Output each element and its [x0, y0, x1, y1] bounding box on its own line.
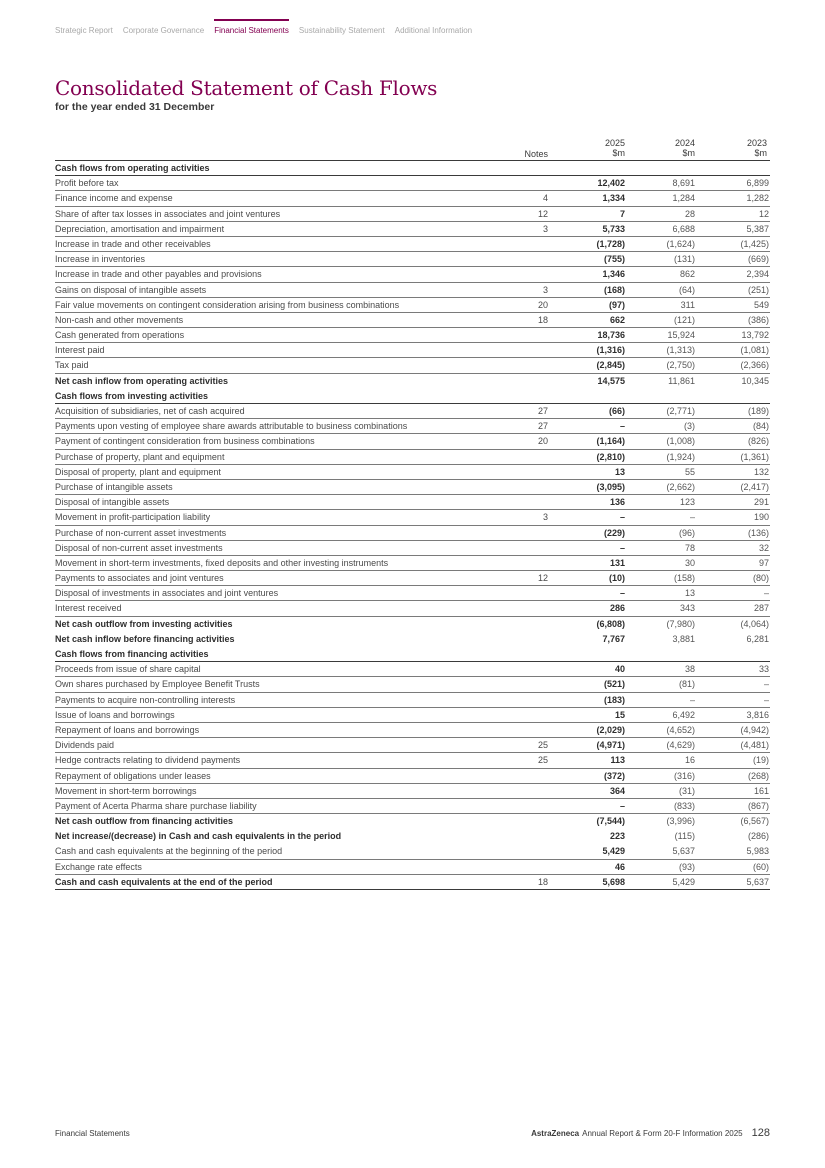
value-2025: 131: [609, 557, 625, 568]
value-2025: (7,544): [596, 816, 625, 827]
table-row: [55, 328, 770, 343]
table-row: [55, 799, 770, 814]
value-2023: 13,792: [741, 330, 769, 341]
value-2025: 7: [619, 208, 625, 219]
value-2024: (833): [673, 800, 695, 811]
value-2025: 113: [610, 755, 625, 766]
value-2024: 6,688: [672, 223, 695, 234]
value-2023: (251): [747, 284, 769, 295]
value-2024: (4,652): [666, 724, 695, 735]
table-row: [55, 222, 770, 237]
table-row: [55, 465, 770, 480]
value-2025: –: [619, 800, 625, 811]
value-2025: 5,429: [602, 846, 625, 857]
value-2024: (3,996): [666, 816, 695, 827]
value-2025: 5,698: [602, 876, 625, 887]
value-2025: (168): [603, 284, 625, 295]
row-label: Cash generated from operations: [55, 330, 185, 341]
row-notes: 27: [537, 421, 548, 432]
value-2023: (84): [752, 421, 769, 432]
value-2023: (2,417): [740, 481, 769, 492]
row-notes: 25: [537, 755, 548, 766]
value-2023: (2,366): [740, 360, 769, 371]
total-row: [55, 814, 770, 829]
table-row: [55, 844, 770, 859]
row-notes: 20: [537, 436, 548, 447]
row-label: Profit before tax: [55, 178, 119, 189]
value-2024: 5,429: [672, 876, 695, 887]
row-label: Disposal of non-current asset investments: [55, 542, 223, 553]
table-header: [55, 138, 770, 161]
total-row: [55, 617, 770, 632]
row-notes: 20: [537, 299, 548, 310]
value-2024: –: [689, 512, 695, 523]
value-2025: –: [619, 421, 625, 432]
row-label: Purchase of property, plant and equipment: [55, 451, 225, 462]
value-2025: (2,845): [596, 360, 625, 371]
value-2025: (183): [603, 694, 625, 705]
table-row: [55, 693, 770, 708]
value-2023: 190: [753, 512, 769, 523]
table-row: [55, 252, 770, 267]
row-label: Exchange rate effects: [55, 861, 142, 872]
table-row: [55, 556, 770, 571]
value-2023: 287: [753, 603, 769, 614]
table-row: [55, 434, 770, 449]
value-2023: (136): [747, 527, 769, 538]
row-notes: 3: [542, 284, 548, 295]
value-2025: –: [619, 512, 625, 523]
row-label: Depreciation, amortisation and impairment: [55, 223, 225, 234]
row-label: Own shares purchased by Employee Benefit Trusts: [55, 679, 260, 690]
value-2024: 78: [684, 542, 695, 553]
value-2023: –: [763, 588, 769, 599]
row-label: Cash flows from financing activities: [55, 649, 209, 659]
value-2024: (96): [678, 527, 695, 538]
row-label: Non-cash and other movements: [55, 314, 184, 325]
footer-publication: [531, 1127, 770, 1139]
table-row: [55, 510, 770, 525]
value-2024: (2,662): [666, 481, 695, 492]
page-title: Consolidated Statement of Cash Flows: [55, 76, 438, 100]
value-2023: (189): [747, 406, 769, 416]
table-row: [55, 677, 770, 692]
value-2024: 15,924: [667, 330, 695, 341]
table-row: [55, 176, 770, 191]
value-2023: 291: [753, 497, 769, 508]
total-row: [55, 632, 770, 647]
value-2024: 343: [679, 603, 695, 614]
value-2024: (131): [673, 254, 695, 265]
value-2025: –: [619, 542, 625, 553]
footer-publication-title: Annual Report & Form 20-F Information 2025: [582, 1129, 743, 1138]
row-label: Net cash outflow from financing activities: [55, 816, 234, 827]
value-2025: (6,808): [596, 618, 625, 629]
value-2025: (3,095): [596, 481, 625, 492]
value-2025: 136: [609, 497, 625, 508]
row-label: Cash and cash equivalents at the end of the period: [55, 876, 273, 887]
table-row: [55, 480, 770, 495]
row-label: Movement in short-term borrowings: [55, 785, 197, 796]
value-2024: (2,750): [666, 360, 695, 371]
value-2023: (6,567): [740, 816, 769, 827]
total-row: [55, 374, 770, 389]
row-notes: 12: [537, 573, 548, 584]
row-label: Movement in profit-participation liability: [55, 512, 211, 523]
table-row: [55, 450, 770, 465]
value-2025: (372): [603, 770, 625, 781]
value-2023: 97: [758, 557, 769, 568]
value-2025: 223: [609, 831, 625, 842]
row-notes: 25: [537, 740, 548, 751]
value-2024: 11,861: [668, 375, 695, 386]
value-2025: (1,164): [596, 436, 625, 447]
row-label: Payments to acquire non-controlling interests: [55, 694, 236, 705]
value-2024: (121): [673, 314, 695, 325]
value-2023: 5,637: [746, 876, 769, 887]
row-label: Payments upon vesting of employee share awards attributable to business combinations: [55, 421, 408, 432]
value-2023: (4,481): [740, 740, 769, 751]
total-row: [55, 829, 770, 844]
value-2025: 15: [614, 709, 625, 720]
row-notes: 18: [537, 314, 548, 325]
row-notes: 27: [537, 406, 548, 416]
value-2024: 3,881: [672, 633, 695, 644]
value-2023: 5,983: [746, 846, 769, 857]
value-2025: (755): [603, 254, 625, 265]
value-2023: 5,387: [746, 223, 769, 234]
nav-tab-corporate-governance[interactable]: Corporate Governance: [122, 26, 205, 35]
value-2025: (97): [608, 299, 625, 310]
row-label: Cash flows from operating activities: [55, 163, 210, 173]
nav-tab-strategic-report[interactable]: Strategic Report: [55, 26, 113, 35]
row-label: Purchase of intangible assets: [55, 481, 173, 492]
value-2024: (81): [678, 679, 695, 690]
value-2023: 6,899: [746, 178, 769, 189]
row-notes: 3: [542, 223, 548, 234]
value-2025: (229): [603, 527, 625, 538]
row-label: Disposal of investments in associates and joint ventures: [55, 588, 279, 599]
table-row: [55, 526, 770, 541]
value-2024: 28: [684, 208, 695, 219]
row-label: Net increase/(decrease) in Cash and cash equivalents in the period: [55, 831, 342, 842]
row-label: Repayment of obligations under leases: [55, 770, 211, 781]
table-row: [55, 191, 770, 206]
row-notes: 3: [542, 512, 548, 523]
value-2024: 5,637: [672, 846, 695, 857]
value-2024: 311: [680, 299, 695, 310]
value-2024: 13: [684, 588, 695, 599]
value-2023: (60): [752, 861, 769, 872]
value-2024: (1,313): [666, 345, 695, 356]
table-row: [55, 404, 770, 419]
value-2023: (80): [752, 573, 769, 584]
value-2023: (4,064): [740, 618, 769, 629]
value-2024: (1,008): [666, 436, 695, 447]
row-label: Repayment of loans and borrowings: [55, 724, 200, 735]
value-2023: 1,282: [746, 193, 769, 204]
value-2024: 6,492: [672, 709, 695, 720]
row-label: Gains on disposal of intangible assets: [55, 284, 207, 295]
value-2024: –: [689, 694, 695, 705]
row-label: Purchase of non-current asset investments: [55, 527, 227, 538]
value-2023: (1,425): [740, 238, 769, 249]
footer-brand: AstraZeneca: [531, 1129, 580, 1138]
value-2025: (2,029): [596, 724, 625, 735]
value-2025: 13: [614, 466, 625, 477]
row-notes: 4: [542, 193, 548, 204]
value-2024: 30: [684, 557, 695, 568]
row-label: Disposal of property, plant and equipment: [55, 466, 221, 477]
value-2024: (158): [673, 573, 695, 584]
value-2025: 5,733: [602, 223, 625, 234]
value-2025: 1,346: [602, 269, 625, 280]
value-2025: (4,971): [596, 740, 625, 751]
value-2023: 132: [753, 466, 769, 477]
value-2023: 32: [758, 542, 769, 553]
column-header-notes: Notes: [524, 149, 548, 159]
table-row: [55, 237, 770, 252]
value-2025: –: [619, 588, 625, 599]
value-2024: 55: [684, 466, 695, 477]
row-notes: 18: [537, 876, 548, 887]
value-2024: (316): [673, 770, 695, 781]
value-2025: (1,316): [596, 345, 625, 356]
table-row: [55, 769, 770, 784]
table-row: [55, 541, 770, 556]
row-label: Acquisition of subsidiaries, net of cash acquired: [55, 406, 245, 416]
row-label: Fair value movements on contingent consideration arising from business combinations: [55, 299, 400, 310]
row-label: Increase in trade and other receivables: [55, 238, 211, 249]
value-2024: (7,980): [666, 618, 695, 629]
table-row: [55, 207, 770, 222]
footer-section-label: Financial Statements: [55, 1129, 130, 1138]
total-row: [55, 875, 770, 890]
row-label: Interest received: [55, 603, 122, 614]
table-row: [55, 586, 770, 601]
table-row: [55, 495, 770, 510]
cash-flow-table: [55, 138, 770, 890]
value-2025: 18,736: [597, 330, 625, 341]
table-row: [55, 267, 770, 282]
value-2024: (115): [674, 831, 695, 842]
value-2025: 40: [614, 664, 625, 675]
table-row: [55, 662, 770, 677]
table-row: [55, 298, 770, 313]
section-heading-row: [55, 647, 770, 662]
column-header-2024: 2024 $m: [674, 138, 695, 158]
row-label: Finance income and expense: [55, 193, 173, 204]
table-row: [55, 708, 770, 723]
row-label: Increase in trade and other payables and provisions: [55, 269, 262, 280]
value-2025: (66): [608, 406, 625, 416]
value-2024: 123: [679, 497, 695, 508]
value-2025: 14,575: [597, 375, 625, 386]
value-2025: 46: [614, 861, 625, 872]
table-row: [55, 343, 770, 358]
value-2024: (64): [678, 284, 695, 295]
table-row: [55, 784, 770, 799]
value-2023: (669): [747, 254, 769, 265]
value-2025: 662: [609, 314, 625, 325]
section-heading-row: [55, 389, 770, 404]
value-2024: (93): [678, 861, 695, 872]
row-label: Issue of loans and borrowings: [55, 709, 175, 720]
value-2025: 364: [609, 785, 625, 796]
table-row: [55, 601, 770, 616]
row-label: Net cash outflow from investing activities: [55, 618, 233, 629]
value-2023: 33: [758, 664, 769, 675]
nav-tab-additional-information[interactable]: Additional Information: [394, 26, 473, 35]
value-2023: 3,816: [746, 709, 769, 720]
row-label: Hedge contracts relating to dividend payments: [55, 755, 241, 766]
value-2025: 286: [609, 603, 625, 614]
value-2023: 161: [753, 785, 769, 796]
value-2023: (4,942): [740, 724, 769, 735]
value-2024: 16: [684, 755, 695, 766]
value-2023: –: [763, 679, 769, 690]
value-2023: (286): [747, 831, 769, 842]
value-2023: –: [763, 694, 769, 705]
value-2023: 2,394: [746, 269, 769, 280]
column-header-2023: 2023 $m: [746, 138, 767, 158]
section-nav: [55, 19, 472, 35]
row-label: Tax paid: [55, 360, 89, 371]
value-2023: (867): [747, 800, 769, 811]
value-2024: (1,624): [666, 238, 695, 249]
value-2024: 8,691: [672, 178, 695, 189]
row-label: Cash and cash equivalents at the beginning of the period: [55, 846, 283, 857]
value-2025: (2,810): [596, 451, 625, 462]
table-row: [55, 313, 770, 328]
table-row: [55, 860, 770, 875]
column-header-2025: 2025 $m: [604, 138, 625, 158]
table-row: [55, 419, 770, 434]
row-label: Payment of Acerta Pharma share purchase liability: [55, 800, 257, 811]
value-2025: 12,402: [597, 178, 625, 189]
value-2023: 6,281: [746, 633, 769, 644]
value-2023: (1,361): [740, 451, 769, 462]
value-2024: 862: [679, 269, 695, 280]
value-2023: (268): [747, 770, 769, 781]
table-row: [55, 571, 770, 586]
row-label: Interest paid: [55, 345, 105, 356]
value-2024: (1,924): [666, 451, 695, 462]
value-2025: (1,728): [596, 238, 625, 249]
value-2025: 7,767: [602, 633, 625, 644]
value-2023: (1,081): [740, 345, 769, 356]
value-2024: (31): [678, 785, 695, 796]
row-label: Payment of contingent consideration from business combinations: [55, 436, 315, 447]
table-row: [55, 738, 770, 753]
value-2024: (4,629): [666, 740, 695, 751]
value-2024: 38: [684, 664, 695, 675]
value-2025: (10): [608, 573, 625, 584]
row-label: Dividends paid: [55, 740, 115, 751]
value-2023: (19): [752, 755, 769, 766]
section-heading-row: [55, 161, 770, 176]
row-label: Movement in short-term investments, fixed deposits and other investing instruments: [55, 557, 389, 568]
value-2025: 1,334: [602, 193, 625, 204]
table-row: [55, 358, 770, 373]
row-label: Cash flows from investing activities: [55, 390, 209, 401]
value-2023: (386): [747, 314, 769, 325]
table-row: [55, 723, 770, 738]
row-label: Payments to associates and joint ventures: [55, 573, 224, 584]
table-body: [55, 161, 770, 890]
value-2025: (521): [603, 679, 625, 690]
row-notes: 12: [537, 208, 548, 219]
value-2023: (826): [747, 436, 769, 447]
nav-tab-financial-statements[interactable]: Financial Statements: [214, 19, 289, 35]
row-label: Net cash inflow from operating activities: [55, 375, 229, 386]
row-label: Proceeds from issue of share capital: [55, 664, 201, 675]
value-2023: 549: [753, 299, 769, 310]
nav-tab-sustainability-statement[interactable]: Sustainability Statement: [298, 26, 385, 35]
value-2024: (2,771): [666, 406, 695, 416]
value-2024: (3): [684, 421, 695, 432]
table-row: [55, 753, 770, 768]
value-2024: 1,284: [672, 193, 695, 204]
value-2023: 10,345: [741, 375, 769, 386]
table-row: [55, 283, 770, 298]
row-label: Share of after tax losses in associates and joint ventures: [55, 208, 281, 219]
page-subtitle: for the year ended 31 December: [55, 101, 215, 113]
page-number: 128: [751, 1127, 770, 1139]
row-label: Net cash inflow before financing activities: [55, 633, 235, 644]
row-label: Disposal of intangible assets: [55, 497, 170, 508]
row-label: Increase in inventories: [55, 254, 146, 265]
value-2023: 12: [758, 208, 769, 219]
